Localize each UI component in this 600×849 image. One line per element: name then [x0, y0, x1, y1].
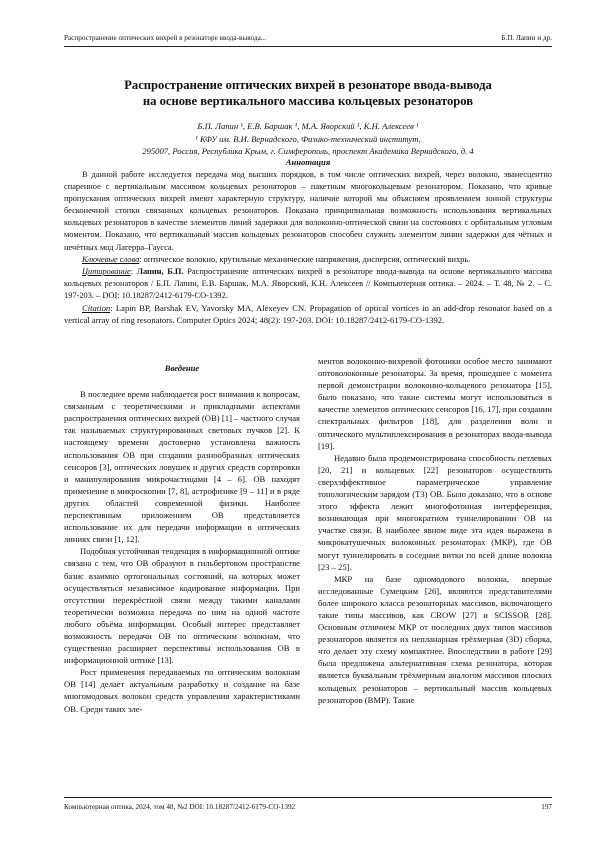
- footer-journal: Компьютерная оптика, 2024, том 48, №2 DOI: 10.18287/2412-6179-CO-1392: [64, 803, 296, 811]
- left-column: [64, 362, 300, 715]
- keywords-label: Ключевые слова: [82, 254, 140, 264]
- right-paragraph-3: МКР на базе одномодового волокна, впервые исследованные Сумецким [26], являются представителями более широкого класса резонаторных массивов, включающего такие типы массивов, как CROW [27] и SCISSOR [28]. Основным отличием МКР от последних двух типов массивов резонаторов является их непланарная трёхмерная (3D) сборка, что делает эту схему компактнее. Впоследствии в работе [29] была предложена альтернативная схема резонатора, которая является буквальным трёхмерным аналогом массивов плоских кольцевых резонаторов – вертикальный массив кольцевых резонаторов (ВМР). Такие: [318, 573, 552, 705]
- author-block: [64, 120, 552, 158]
- abstract-heading: Аннотация: [285, 157, 331, 167]
- keywords: [64, 254, 552, 266]
- running-header: [64, 34, 552, 42]
- author-names: Б.П. Лапин ¹, Е.В. Баршак ¹, М.А. Яворский ¹, К.Н. Алексеев ¹: [197, 121, 419, 131]
- citation-ru: Цитирование: Лапин, Б.П. Распространение оптических вихрей в резонаторе ввода-вывода на основе вертикального массива кольцевых резонаторов / Б.П. Лапин, Е.В. Баршак, М.А. Яворский, К.Н. Алексеев // Компьютерная оптика. – 2024. – Т. 48, № 2. – С. 197-203. – DOI: 10.18287/2412-6179-CO-1392.: [64, 266, 552, 300]
- author-address: 295007, Россия, Республика Крым, г. Симферополь, проспект Академика Вернадского, д. 4: [142, 146, 474, 156]
- paper-title: [64, 78, 552, 109]
- paper-title-line2: на основе вертикального массива кольцевых резонаторов: [142, 93, 474, 108]
- right-column: [318, 355, 552, 706]
- citation-en: [64, 302, 552, 326]
- paper-page: [64, 0, 552, 849]
- running-header-title: Распространение оптических вихрей в резонаторе ввода-вывода...: [64, 34, 267, 42]
- right-paragraph-2: Недавно была продемонстрирована способность петлевых [20, 21] и кольцевых [22] резонаторов осуществлять сверхэффективное параметрическое управление топологическим зарядом (ТЗ) ОВ. Было доказано, что в основе этого эффекта лежит многофотонная интерференция, возникающая при многократном туннелировании ОВ на участке связи. В наиболее явном виде эта идея выражена в микрокатушечных волоконных резонаторах (МКР), где ОВ могут туннелировать в соседние витки по всей длине волокна [23 – 25].: [318, 452, 552, 572]
- intro-heading: Введение: [164, 363, 200, 373]
- right-paragraph-1: ментов волоконно-вихревой фотоники особое место занимают оптоволоконные резонаторы. За время, прошедшее с момента первой демонстрации волоконно-кольцевого резонатора [15], было показано, что такие системы могут использоваться в качестве элементов оптических сенсоров [16, 17], при создании спектральных фильтров [18], для разделения волн и оптического мультиплексирования в резонаторах ввода-вывода [19].: [318, 356, 552, 451]
- citation-text: : Lapin BP, Barshak EV, Yavorsky MA, Alexeyev CN. Propagation of optical vortices in an add-drop resonator based on a vertical array of ring resonators. Computer Optics 2024; 48(2): 197-203. DOI: 10.18287/2412-6179-CO-1392.: [64, 303, 552, 326]
- cite-label: Цитирование: [82, 266, 131, 276]
- intro-paragraph-1: В последнее время наблюдается рост внимания к вопросам, связанным с теоретическими и прикладными аспектами распространения оптических вихрей (ОВ) [1] – частного случая так называемых структурированных световых пучков [2]. К настоящему времени достоверно установлена важность использования ОВ при создании разнообразных оптических сенсоров [3], оптических ловушек и других средств сортировки и манипулирования микрочастицами [4 – 6]. ОВ находят применение в микроскопии [7, 8], астрофизике [9 – 11] и в ряде других областей современной физики. Наиболее перспективным приложением ОВ представляется использование их для передачи информации в оптических линиях связи [1, 12].: [64, 389, 300, 545]
- page-number: 197: [541, 803, 552, 811]
- paper-title-line1: Распространение оптических вихрей в резонаторе ввода-вывода: [124, 78, 492, 92]
- author-affiliation: ¹ КФУ им. В.И. Вернадского, Физико-технический институт,: [195, 133, 421, 144]
- page-footer: [64, 803, 552, 811]
- footer-rule: [64, 797, 552, 798]
- header-rule: [64, 46, 552, 47]
- citation-label: Citation: [82, 303, 111, 314]
- cite-text: Распространение оптических вихрей в резонаторе ввода-вывода на основе вертикального массива кольцевых резонаторов / Б.П. Лапин, Е.В. Баршак, М.А. Яворский, К.Н. Алексеев // Компьютерная оптика. – 2024. – Т. 48, № 2. – С. 197-203. – DOI: 10.18287/2412-6179-CO-1392.: [64, 266, 552, 300]
- abstract: [64, 169, 552, 326]
- running-header-authors: Б.П. Лапин и др.: [501, 34, 552, 42]
- abstract-text: В данной работе исследуется передача мод высших порядков, в том числе оптических вихрей, через волокно, эванесцентно спаренное с вертикальным массивом кольцевых резонаторов – пакетным многокольцевым резонатором. Показано, что кривые пропускания оптических вихрей имеют характерную структуру, наличие которой мы объясняем проявлением зонной структуры бесконечной стопки связанных кольцевых резонаторов. Показана принципиальная возможность использования вертикальных кольцевых резонаторов в качестве элементов линий задержки для волоконно-оптической связи на состояниях с орбитальным угловым моментом. Показано, что вертикальный массив кольцевых резонаторов способен служить элементом линии задержки для чётных и нечётных мод Лагерра–Гаусса.: [64, 170, 552, 252]
- intro-paragraph-2: Подобная устойчивая тенденция в информационной оптике связана с тем, что ОВ образуют в гильбертовом пространстве базис взаимно ортогональных состояний, на которых может осуществляться независимое кодирование информации. При отсутствии перекрёстной связи между такими каналами теоретически возможна передача по ним на одной частоте любого объёма информации. Особый интерес представляет возможность передачи ОВ по оптическим волокнам, что существенно расширяет перспективы использования ОВ в информационной оптике [13].: [64, 546, 300, 666]
- cite-authors: Лапин, Б.П.: [136, 266, 184, 276]
- intro-paragraph-3: Рост применения передаваемых по оптическим волокнам ОВ [14] делает актуальным разработку и создание на базе многомодовых волокон средств управления характеристиками ОВ. Среди таких эле-: [64, 667, 300, 714]
- keywords-text: : оптическое волокно, крутильные механические напряжения, дисперсия, оптический вихрь.: [139, 254, 471, 264]
